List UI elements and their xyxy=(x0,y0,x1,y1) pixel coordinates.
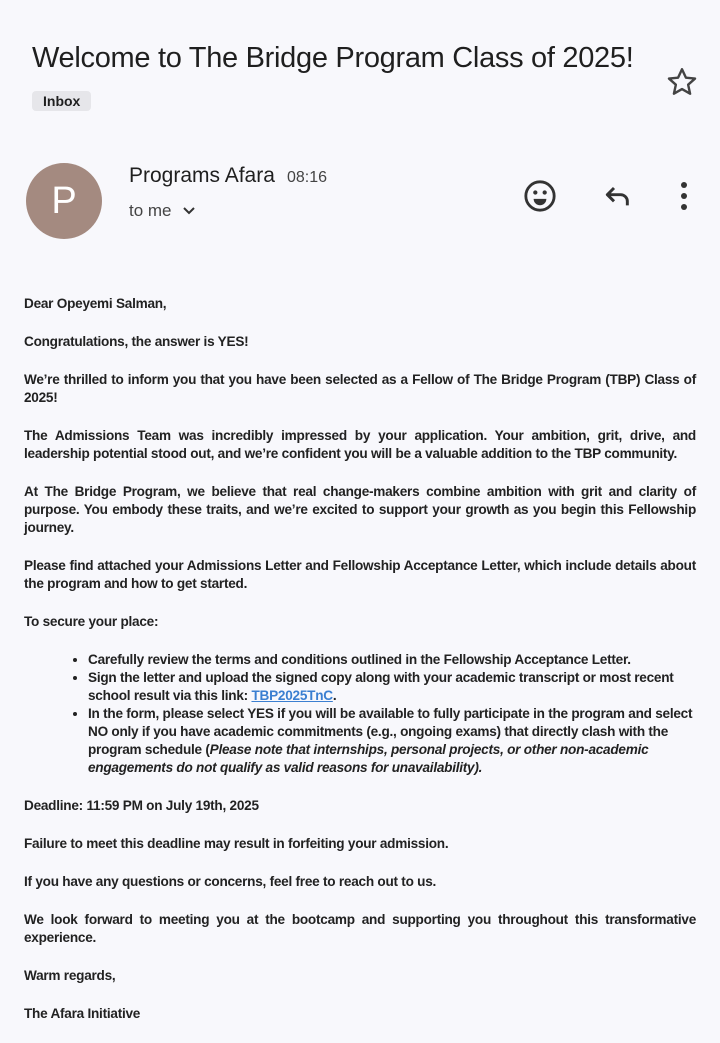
reply-icon[interactable] xyxy=(598,176,638,216)
list-item xyxy=(88,669,696,705)
closing: Warm regards, xyxy=(24,968,116,983)
list-item-text: In the form, please select YES if you will be available to fully participate in the program and select NO only if you have academic commitments (e.g., ongoing exams) that directly clash with the program schedule ( xyxy=(88,706,693,757)
emoji-reaction-icon[interactable] xyxy=(520,176,560,216)
chevron-down-icon xyxy=(182,206,196,216)
paragraph: We’re thrilled to inform you that you have been selected as a Fellow of The Bridge Program (TBP) Class of 2025! xyxy=(24,372,696,405)
more-options-icon[interactable] xyxy=(664,176,704,216)
recipient-details-toggle[interactable] xyxy=(129,201,196,221)
list-item-text: Carefully review the terms and conditions outlined in the Fellowship Acceptance Letter. xyxy=(88,652,631,667)
message-time: 08:16 xyxy=(287,169,328,186)
tnc-link[interactable]: TBP2025TnC xyxy=(251,688,333,703)
list-item-note: Please note that internships, personal projects, or other non-academic engagements do not qualify as valid reasons for unavailability). xyxy=(88,742,649,775)
greeting: Dear Opeyemi Salman, xyxy=(24,296,167,311)
paragraph: Please find attached your Admissions Letter and Fellowship Acceptance Letter, which include details about the program and how to get started. xyxy=(24,558,696,591)
paragraph: At The Bridge Program, we believe that real change-makers combine ambition with grit and clarity of purpose. You embody these traits, and we’re excited to support your growth as you begin this Fellowship journey. xyxy=(24,484,696,535)
paragraph: The Admissions Team was incredibly impressed by your application. Your ambition, grit, drive, and leadership potential stood out, and we’re confident you will be a valuable addition to the TBP community. xyxy=(24,428,696,461)
paragraph: To secure your place: xyxy=(24,614,159,629)
paragraph: We look forward to meeting you at the bootcamp and supporting you throughout this transformative experience. xyxy=(24,912,696,945)
email-subject: Welcome to The Bridge Program Class of 2025! xyxy=(32,42,634,74)
inbox-label[interactable]: Inbox xyxy=(32,91,91,111)
paragraph: If you have any questions or concerns, feel free to reach out to us. xyxy=(24,874,437,889)
deadline: Deadline: 11:59 PM on July 19th, 2025 xyxy=(24,798,259,813)
sender-name: Programs Afara xyxy=(129,164,275,187)
instructions-list xyxy=(88,651,696,777)
email-body xyxy=(24,295,696,1043)
list-item-text: . xyxy=(332,688,337,703)
avatar[interactable]: P xyxy=(26,163,102,239)
recipient-text: to me xyxy=(129,201,172,220)
star-icon[interactable] xyxy=(664,64,700,100)
paragraph: Congratulations, the answer is YES! xyxy=(24,334,249,349)
list-item xyxy=(88,705,696,777)
list-item xyxy=(88,651,696,669)
paragraph: Failure to meet this deadline may result in forfeiting your admission. xyxy=(24,836,449,851)
signature: The Afara Initiative xyxy=(24,1006,141,1021)
list-item-text: Sign the letter and upload the signed copy along with your academic transcript or most recent school result via this link: xyxy=(88,670,674,703)
